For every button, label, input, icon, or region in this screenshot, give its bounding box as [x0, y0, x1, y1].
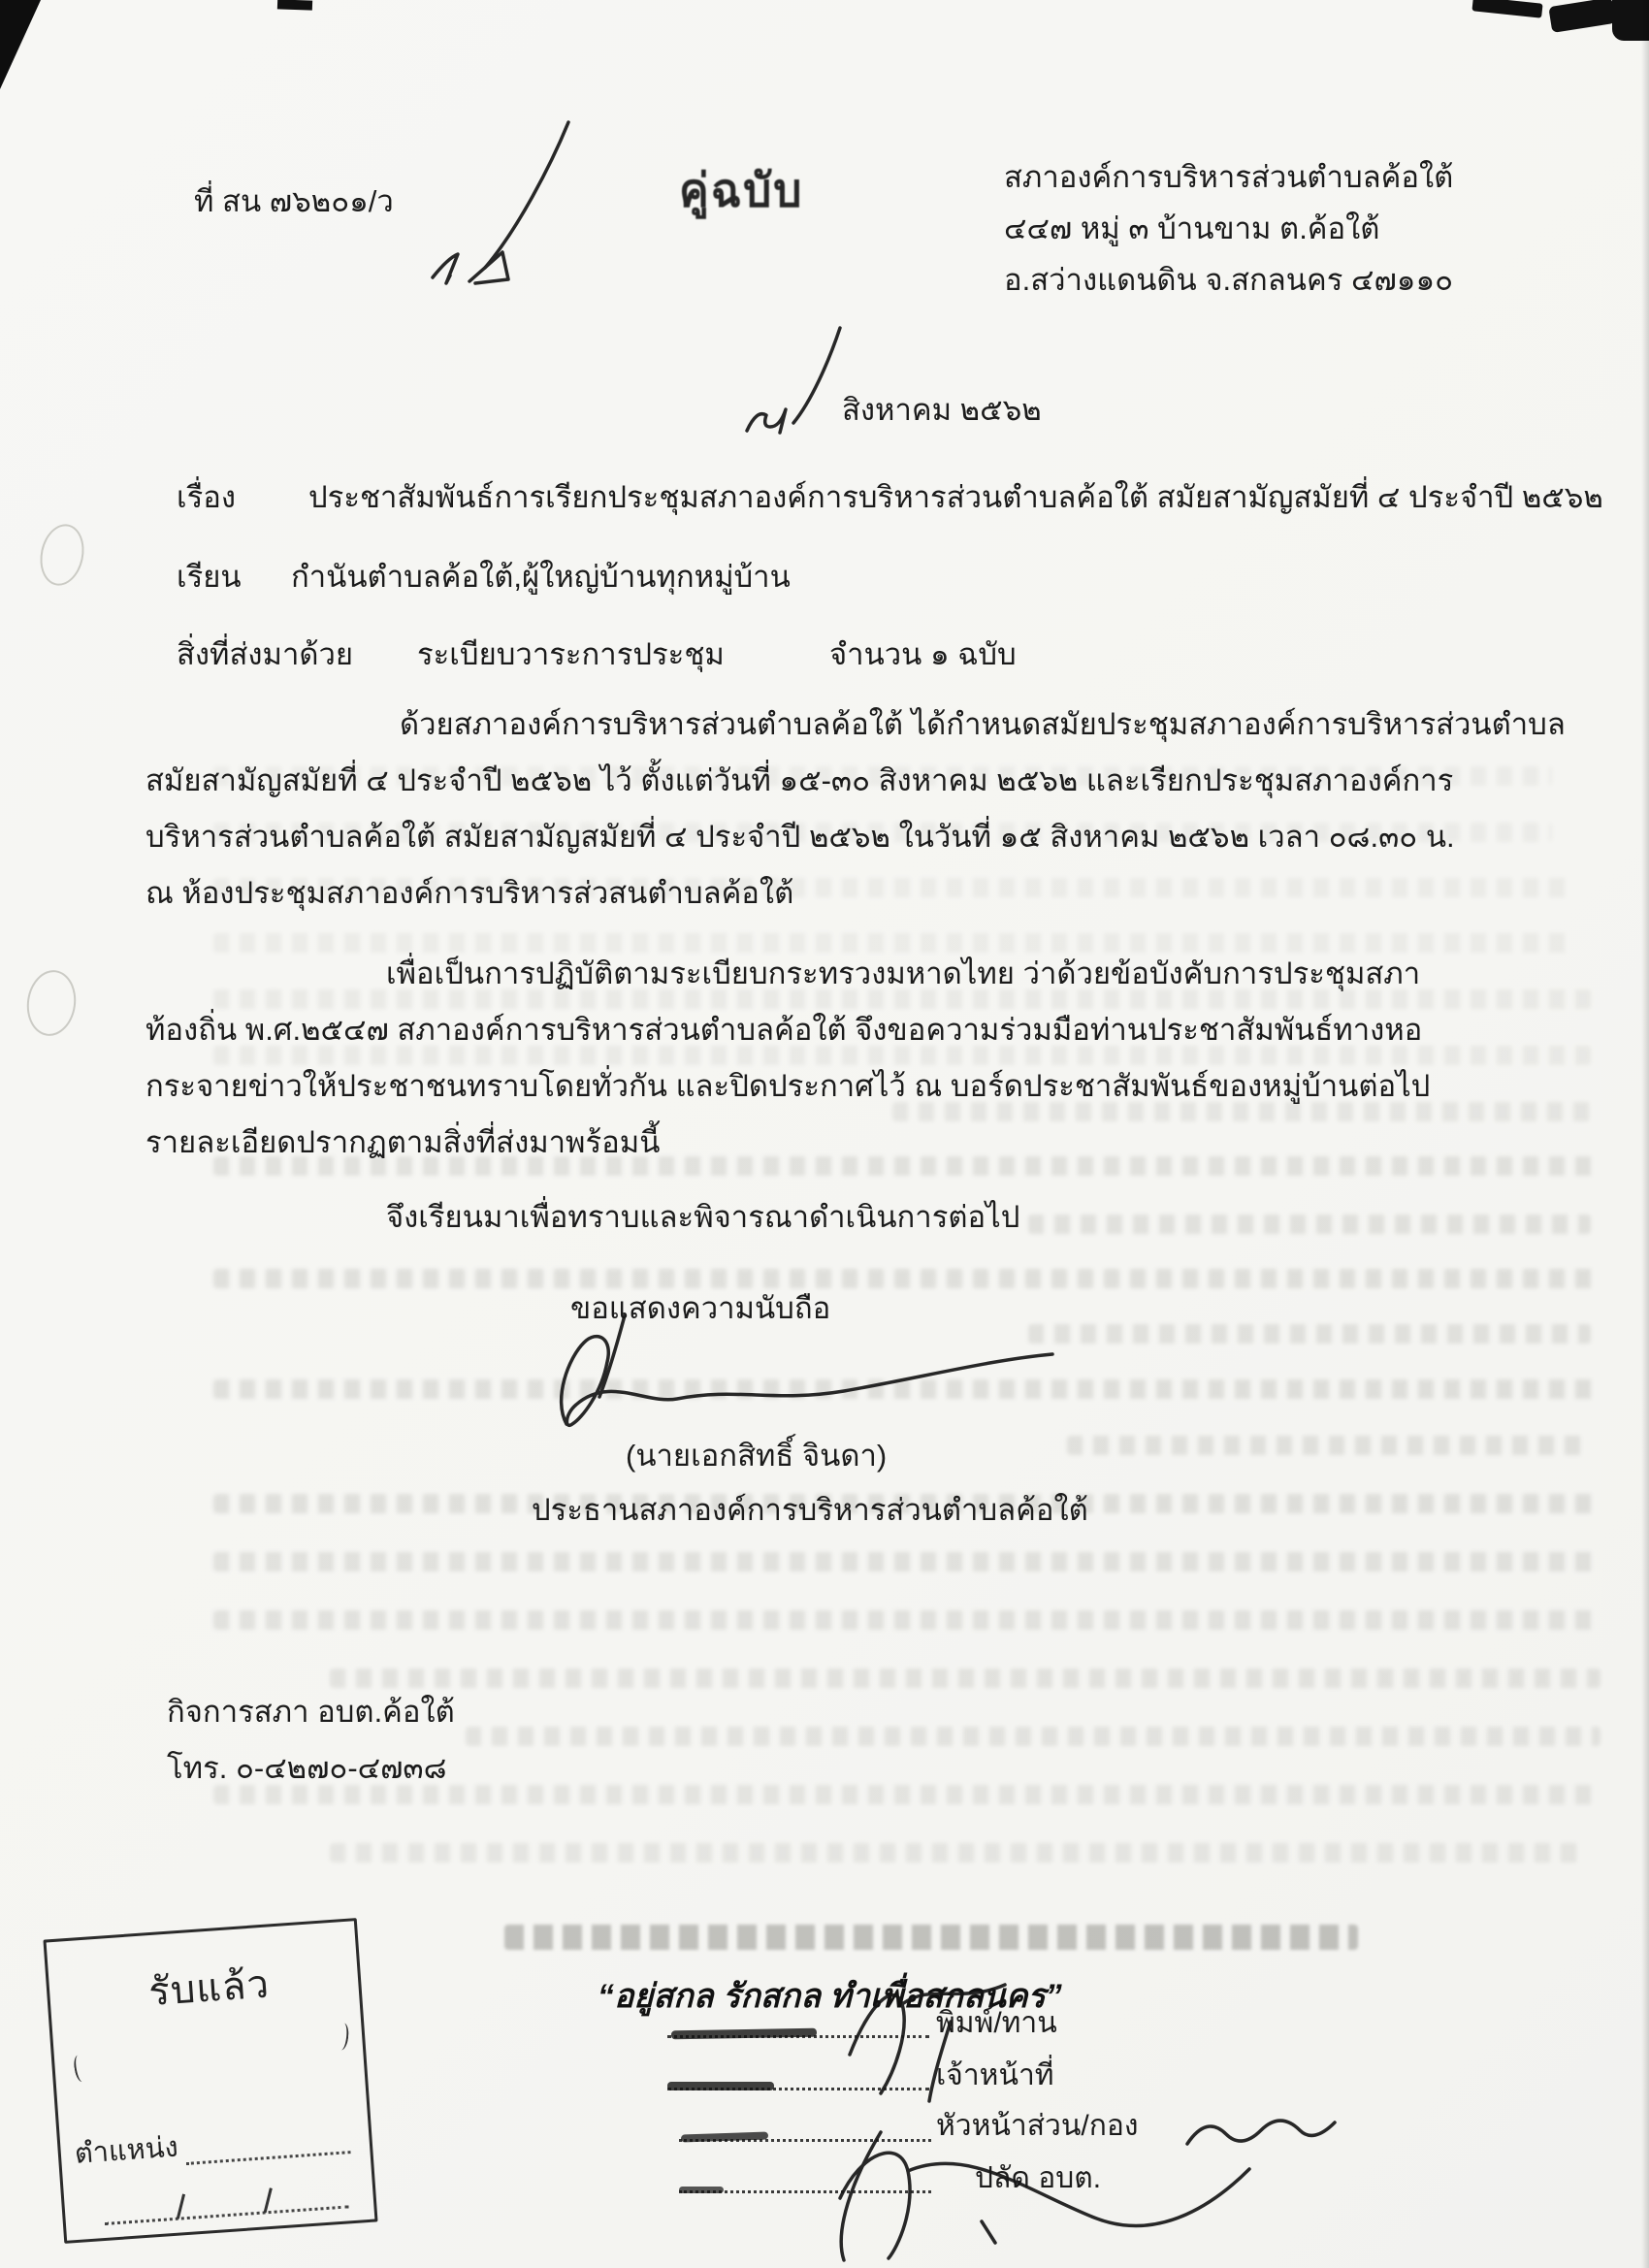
bleed-through-row [330, 1669, 1600, 1688]
body-line: ด้วยสภาองค์การบริหารส่วนตำบลค้อใต้ ได้กำหนดสมัยประชุมสภาองค์การบริหารส่วนตำบล [400, 707, 1566, 741]
bleed-through-row [213, 1552, 1600, 1571]
stamp-dotted-line [186, 2151, 351, 2165]
marker-dash [667, 2082, 774, 2090]
body-line: กระจายข่าวให้ประชาชนทราบโดยทั่วกัน และปิดประกาศไว้ ณ บอร์ดประชาสัมพันธ์ของหมู่บ้านต่อไป [146, 1069, 1431, 1103]
received-stamp-box [43, 1918, 377, 2244]
bleed-through-row [213, 1269, 1600, 1288]
received-stamp-position-label: ตำแหน่ง [73, 2131, 179, 2170]
sender-address-line2: อ.สว่างแดนดิน จ.สกลนคร ๔๗๑๑๐ [1004, 263, 1454, 297]
handwritten-ref-mark [415, 114, 580, 299]
body-line: เพื่อเป็นการปฏิบัติตามระเบียบกระทรวงมหาดไทย ว่าด้วยข้อบังคับการประชุมสภา [386, 956, 1421, 990]
province-motto: “อยู่สกล รักสกล ทำเพื่อสกลนคร” [598, 1978, 1062, 2015]
bleed-through-row [213, 1610, 1600, 1630]
stamp-dotted-line [105, 2205, 349, 2225]
bleed-through-row [330, 1843, 1581, 1863]
body-line: บริหารส่วนตำบลค้อใต้ สมัยสามัญสมัยที่ ๔ ประจำปี ๒๕๖๒ ในวันที่ ๑๕ สิงหาคม ๒๕๖๒ เวลา ๐๘.๓๐ น. [146, 820, 1455, 854]
bleed-through-row [1028, 1324, 1591, 1344]
dept-line: กิจการสภา อบต.ค้อใต้ [167, 1695, 455, 1729]
punch-hole-mark [35, 520, 89, 590]
scan-edge-shadow [1641, 0, 1649, 2268]
signer-name: (นายเอกสิทธิ์ จินดา) [626, 1439, 888, 1473]
scan-corner-artifact [0, 0, 41, 89]
scan-edge-mark [277, 0, 312, 11]
subject-text: ประชาสัมพันธ์การเรียกประชุมสภาองค์การบริหารส่วนตำบลค้อใต้ สมัยสามัญสมัยที่ ๔ ประจำปี ๒๕๖๒ [308, 480, 1603, 514]
sender-address-line1: ๔๔๗ หมู่ ๓ บ้านขาม ต.ค้อใต้ [1004, 211, 1380, 245]
closing-line: จึงเรียนมาเพื่อทราบและพิจารณาดำเนินการต่อไป [386, 1200, 1020, 1234]
to-label: เรียน [177, 560, 242, 594]
subject-label: เรื่อง [177, 480, 237, 514]
bleed-through-row [466, 1727, 1600, 1746]
copy-stamp: คู่ฉบับ [679, 163, 804, 217]
bleed-through-row [1067, 1436, 1591, 1455]
stamp-slash-mark [177, 2194, 185, 2219]
routing-label-section-head: หัวหน้าส่วน/กอง [936, 2110, 1139, 2142]
president-signature [524, 1308, 1086, 1443]
body-line: สมัยสามัญสมัยที่ ๔ ประจำปี ๒๕๖๒ ไว้ ตั้งแต่วันที่ ๑๕-๓๐ สิงหาคม ๒๕๖๒ และเรียกประชุมสภาองค์การ [146, 763, 1454, 797]
enclosure-text: ระเบียบวาระการประชุม [417, 637, 725, 671]
marker-dash [679, 2187, 724, 2193]
body-paragraph-2 [146, 946, 1430, 1171]
stamp-slash-mark [264, 2187, 273, 2213]
stamp-paren-mark [336, 2023, 350, 2051]
bleed-through-row-bold [504, 1925, 1358, 1950]
officer-signature [795, 1965, 1067, 2111]
sender-org: สภาองค์การบริหารส่วนตำบลค้อใต้ [1004, 160, 1454, 194]
body-line: ณ ห้องประชุมสภาองค์การบริหารส่วสนตำบลค้อใต้ [146, 876, 794, 910]
routing-label-typed: พิมพ์/ทาน [936, 2007, 1057, 2039]
salutation: ขอแสดงความนับถือ [570, 1291, 831, 1325]
clerk-signature [737, 2105, 1280, 2268]
body-paragraph-1 [146, 697, 1566, 922]
handwritten-date-day [739, 322, 856, 448]
routing-label-officer: เจ้าหน้าที่ [936, 2059, 1054, 2091]
punch-hole-mark [23, 967, 81, 1039]
body-line: รายละเอียดปรากฏตามสิ่งที่ส่งมาพร้อมนี้ [146, 1125, 661, 1159]
received-stamp-title: รับแล้ว [146, 1962, 272, 2015]
bleed-through-row [1028, 1215, 1591, 1234]
stamp-paren-mark [72, 2055, 88, 2084]
routing-label-clerk: ปลัด อบต. [975, 2162, 1102, 2194]
enclosure-count: จำนวน ๑ ฉบับ [829, 637, 1017, 671]
enclosure-label: สิ่งที่ส่งมาด้วย [177, 637, 354, 671]
document-ref-number: ที่ สน ๗๖๒๐๑/ว [194, 184, 394, 218]
phone-line: โทร. ๐-๔๒๗๐-๔๗๓๘ [167, 1751, 447, 1785]
scan-edge-mark [1548, 0, 1615, 33]
scan-edge-mark [1471, 0, 1542, 18]
to-text: กำนันตำบลค้อใต้,ผู้ใหญ่บ้านทุกหมู่บ้าน [291, 560, 791, 594]
signer-title: ประธานสภาองค์การบริหารส่วนตำบลค้อใต้ [532, 1493, 1088, 1527]
body-line: ท้องถิ่น พ.ศ.๒๕๔๗ สภาองค์การบริหารส่วนตำบลค้อใต้ จึงขอความร่วมมือท่านประชาสัมพันธ์ทางหอ [146, 1013, 1423, 1047]
document-date: สิงหาคม ๒๕๖๒ [842, 393, 1042, 427]
